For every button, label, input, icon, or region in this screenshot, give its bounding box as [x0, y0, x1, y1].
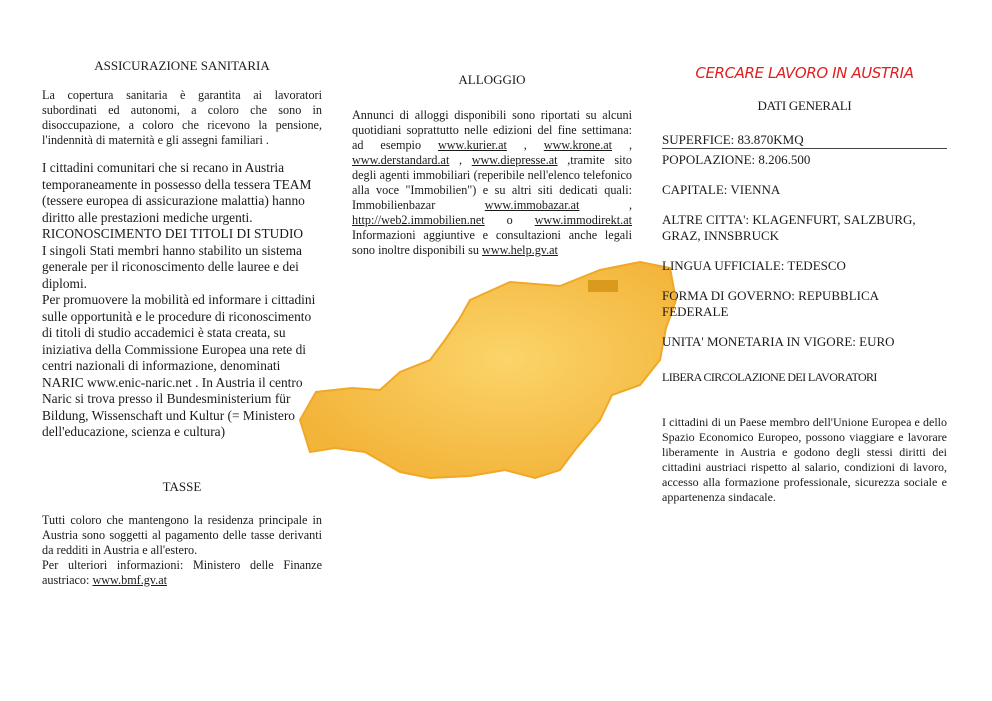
immobazar-link[interactable]: www.immobazar.at [484, 198, 580, 212]
libera-circolazione-heading: LIBERA CIRCOLAZIONE DEI LAVORATORI [662, 370, 877, 384]
derstandard-link[interactable]: www.derstandard.at [352, 153, 450, 167]
diepresse-link[interactable]: www.diepresse.at [471, 153, 558, 167]
riconoscimento-paragraph: I singoli Stati membri hanno stabilito un sistema generale per il riconoscimento delle lauree e dei diplomi. [42, 242, 302, 291]
assicurazione-paragraph: La copertura sanitaria è garantita ai lavoratori subordinati ed autonomi, a coloro che sono in disoccupazione, a coloro che ricevono la pensione, l'indennità di maternità e gli assegni familiari . [42, 88, 322, 147]
krone-link[interactable]: www.krone.at [543, 138, 613, 152]
tasse-info-text: Per ulteriori informazioni: Ministero delle Finanze austriaco: [42, 557, 322, 587]
separator: , [612, 138, 633, 152]
column-middle [352, 72, 632, 258]
alloggio-text-3: o [484, 213, 535, 227]
fact-capitale: CAPITALE: VIENNA [662, 182, 781, 197]
separator: , [506, 138, 544, 152]
separator: , [449, 153, 472, 167]
alloggio-text-2: ,tramite sito degli agenti immobiliari (reperibile nell'elenco telefonico alla voce "Immobilien") e su altri siti dedicati quali: Immobilienbazar [352, 153, 632, 212]
capital-marker [588, 280, 618, 292]
tasse-heading: TASSE [162, 478, 202, 494]
alloggio-heading: ALLOGGIO [458, 72, 526, 87]
libera-circolazione-paragraph: I cittadini di un Paese membro dell'Unione Europea e dello Spazio Economico Europeo, possono viaggiare e lavorare liberamente in Austria e godono degli stessi diritti dei cittadini austriaci rispetto al salario, condizioni di lavoro, accesso alla formazione professionale, sicurezza sociale e appartenenza sindacale. [662, 415, 947, 504]
alloggio-text-1: Annunci di alloggi disponibili sono riportati su alcuni quotidiani soprattutto nelle edizioni del fine settimana: ad esempio [352, 108, 632, 152]
austria-shape [300, 262, 676, 478]
help-link[interactable]: www.help.gv.at [482, 243, 558, 257]
riconoscimento-heading: RICONOSCIMENTO DEI TITOLI DI STUDIO [42, 226, 304, 241]
tasse-info [42, 558, 322, 588]
fact-popolazione: POPOLAZIONE: 8.206.500 [662, 152, 811, 167]
immodirekt-link[interactable]: www.immodirekt.at [534, 213, 632, 227]
brochure-title: CERCARE LAVORO IN AUSTRIA [695, 64, 914, 82]
fact-lingua: LINGUA UFFICIALE: TEDESCO [662, 258, 846, 273]
column-right [662, 64, 947, 505]
separator: , [579, 198, 633, 212]
kurier-link[interactable]: www.kurier.at [437, 138, 507, 152]
alloggio-text-4: Informazioni aggiuntive e consultazioni anche legali sono inoltre disponibili su [352, 228, 632, 257]
column-left [42, 58, 322, 588]
web2-immobilien-link[interactable]: http://web2.immobilien.net [352, 213, 485, 227]
naric-paragraph: Per promuovere la mobilità ed informare i cittadini sulle opportunità e le procedure di riconoscimento di titoli di studio accademici è stata creata, su iniziativa della Commissione Europea una rete di centri nazionali di informazione, denominati NARIC www.enic-naric.net . In Austria il centro Naric si trova presso il Bundesministerium für Bildung, Wissenschaft und Kultur (= Ministero dell'educazione, scienza e cultura) [42, 292, 316, 439]
fact-altre-citta: ALTRE CITTA': KLAGENFURT, SALZBURG, GRAZ, INNSBRUCK [662, 212, 916, 243]
fact-unita-monetaria: UNITA' MONETARIA IN VIGORE: EURO [662, 334, 895, 349]
team-paragraph: I cittadini comunitari che si recano in Austria temporaneamente in possesso della tessera TEAM (tessere europea di assicurazione malattia) hanno diritto alle prestazioni mediche urgenti. [42, 160, 312, 225]
bmf-link[interactable]: www.bmf.gv.at [92, 572, 168, 587]
tasse-paragraph: Tutti coloro che mantengono la residenza principale in Austria sono soggetti al pagamento delle tasse derivanti da redditi in Austria e all'estero. [42, 512, 322, 557]
dati-generali-heading: DATI GENERALI [757, 98, 852, 113]
alloggio-paragraph [352, 108, 632, 258]
fact-superficie: SUPERFICE: 83.870KMQ [662, 132, 947, 149]
fact-forma-governo: FORMA DI GOVERNO: REPUBBLICA FEDERALE [662, 288, 879, 319]
assicurazione-heading: ASSICURAZIONE SANITARIA [94, 58, 270, 73]
